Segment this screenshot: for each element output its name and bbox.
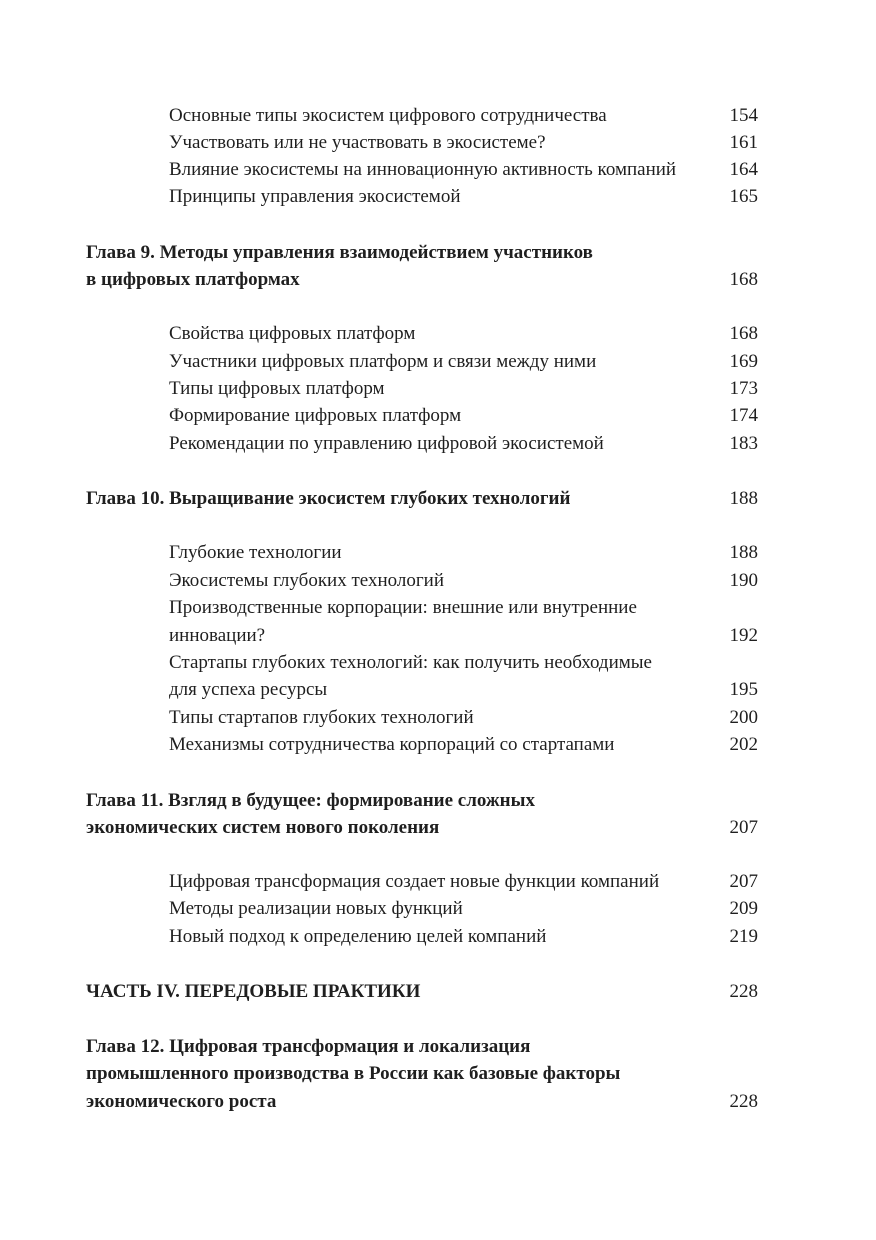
toc-page-number: 173 — [729, 378, 758, 399]
toc-page-number: 164 — [729, 159, 758, 180]
toc-section-title: Методы реализации новых функций — [169, 898, 463, 919]
toc-page-number: 207 — [729, 871, 758, 892]
toc-chapter-title: Глава 9. Методы управления взаимодействием участников — [86, 242, 593, 263]
toc-chapter-title: Глава 11. Взгляд в будущее: формирование сложных — [86, 790, 535, 811]
toc-chapter-title: Глава 12. Цифровая трансформация и локализация — [86, 1036, 531, 1057]
toc-section-title: Влияние экосистемы на инновационную активность компаний — [169, 159, 677, 180]
toc-page-number: 190 — [729, 570, 758, 591]
toc-page-number: 200 — [729, 707, 758, 728]
toc-page-number: 188 — [729, 542, 758, 563]
toc-page-number: 161 — [729, 132, 758, 153]
toc-chapter-page-number: 188 — [729, 488, 758, 509]
toc-page-number: 202 — [729, 734, 758, 755]
toc-section-title: Рекомендации по управлению цифровой экосистемой — [169, 433, 604, 454]
toc-section-title: инновации? — [169, 625, 266, 646]
toc-page-number: 154 — [729, 105, 758, 126]
toc-page-number: 219 — [729, 926, 758, 947]
toc-chapter-page-number: 168 — [729, 269, 758, 290]
toc-section-title: Типы стартапов глубоких технологий — [169, 707, 474, 728]
toc-section-title: Экосистемы глубоких технологий — [169, 570, 444, 591]
toc-chapter-title: экономических систем нового поколения — [86, 817, 440, 838]
toc-page-number: 168 — [729, 323, 758, 344]
toc-chapter-page-number: 207 — [729, 817, 758, 838]
toc-page-number: 195 — [729, 679, 758, 700]
toc-part-page-number: 228 — [729, 981, 758, 1002]
toc-section-title: для успеха ресурсы — [169, 679, 328, 700]
toc-section-title: Основные типы экосистем цифрового сотрудничества — [169, 105, 607, 126]
toc-page-number: 174 — [729, 405, 758, 426]
toc-section-title: Участники цифровых платформ и связи между ними — [169, 351, 597, 372]
toc-part-title: ЧАСТЬ IV. ПЕРЕДОВЫЕ ПРАКТИКИ — [86, 981, 421, 1002]
toc-section-title: Производственные корпорации: внешние или внутренние — [169, 597, 637, 618]
toc-section-title: Новый подход к определению целей компаний — [169, 926, 547, 947]
toc-section-title: Типы цифровых платформ — [169, 378, 385, 399]
toc-section-title: Цифровая трансформация создает новые функции компаний — [169, 871, 660, 892]
toc-chapter-title: промышленного производства в России как базовые факторы — [86, 1063, 621, 1084]
toc-page-number: 209 — [729, 898, 758, 919]
toc-page-number: 183 — [729, 433, 758, 454]
toc-chapter-title: экономического роста — [86, 1091, 277, 1112]
toc-chapter-title: в цифровых платформах — [86, 269, 300, 290]
toc-page-number: 192 — [729, 625, 758, 646]
toc-section-title: Механизмы сотрудничества корпораций со стартапами — [169, 734, 615, 755]
toc-chapter-page-number: 228 — [729, 1091, 758, 1112]
toc-section-title: Свойства цифровых платформ — [169, 323, 416, 344]
toc-section-title: Принципы управления экосистемой — [169, 186, 461, 207]
toc-section-title: Глубокие технологии — [169, 542, 342, 563]
toc-chapter-title: Глава 10. Выращивание экосистем глубоких технологий — [86, 488, 571, 509]
toc-section-title: Формирование цифровых платформ — [169, 405, 462, 426]
toc-section-title: Стартапы глубоких технологий: как получить необходимые — [169, 652, 652, 673]
toc-page-number: 165 — [729, 186, 758, 207]
toc-page-number: 169 — [729, 351, 758, 372]
toc-section-title: Участвовать или не участвовать в экосистеме? — [169, 132, 546, 153]
